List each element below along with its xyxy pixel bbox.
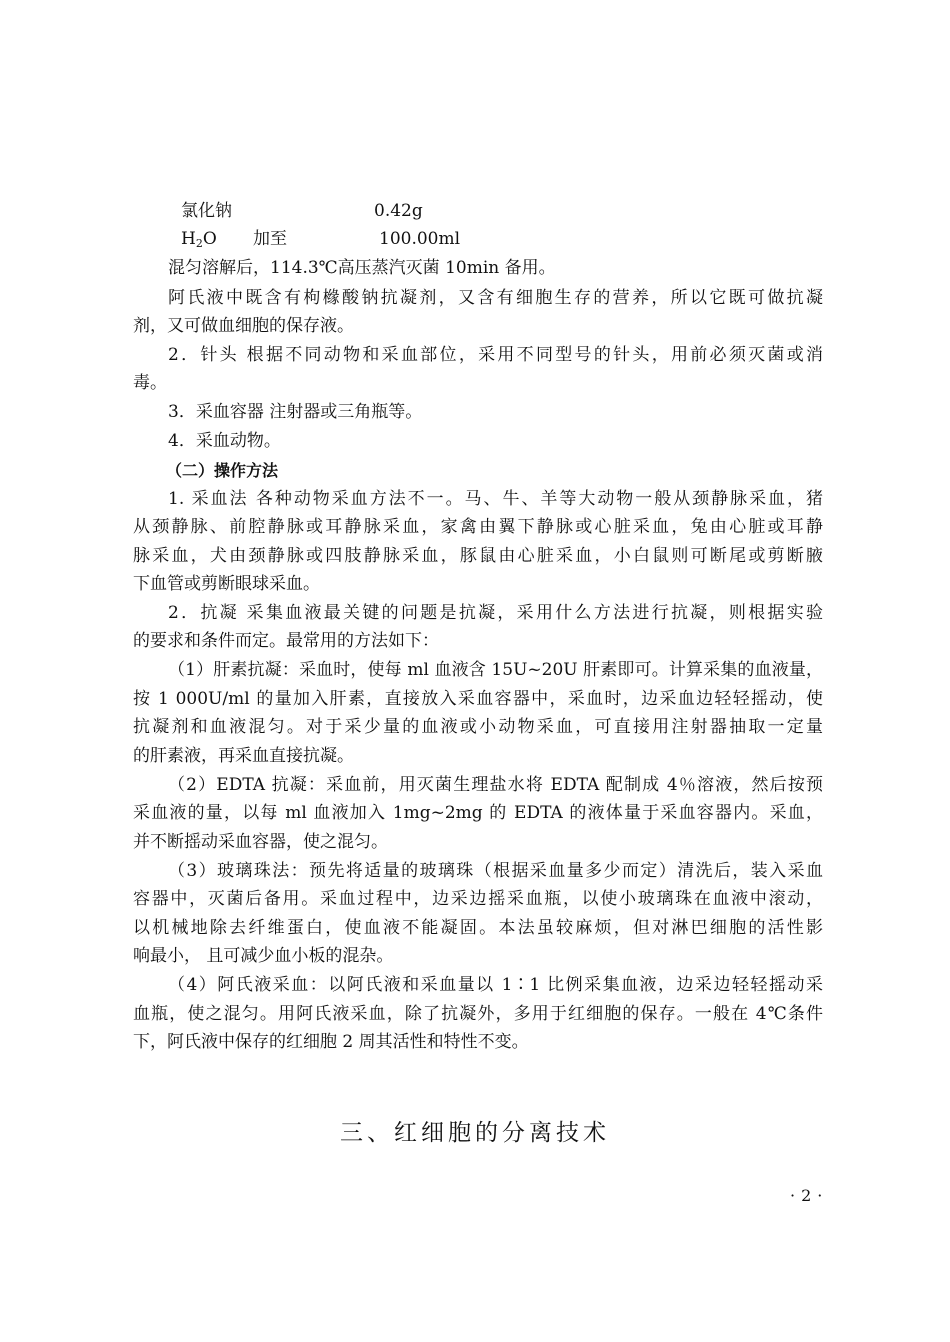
paragraph-line: 毒。 bbox=[133, 373, 167, 393]
reagent-amount: 100.00ml bbox=[379, 229, 461, 249]
paragraph-line: （1）肝素抗凝：采血时，使每 ml 血液含 15U~20U 肝素即可。计算采集的血液量， bbox=[168, 660, 823, 680]
reagent-method: 加至 bbox=[253, 229, 287, 249]
reagent-name: $H_2O$ bbox=[181, 229, 217, 250]
paragraph-line: 剂，又可做血细胞的保存液。 bbox=[133, 316, 354, 336]
paragraph-line: 抗凝剂和血液混匀。对于采少量的血液或小动物采血，可直接用注射器抽取一定量 bbox=[133, 717, 823, 737]
paragraph-line: 容器中，灭菌后备用。采血过程中，边采边摇采血瓶，以使小玻璃珠在血液中滚动， bbox=[133, 889, 823, 909]
paragraph-line: 2．针头 根据不同动物和采血部位，采用不同型号的针头，用前必须灭菌或消 bbox=[168, 345, 823, 365]
paragraph-line: 响最小， 且可减少血小板的混杂。 bbox=[133, 946, 394, 966]
page-number: ·2· bbox=[790, 1186, 829, 1205]
paragraph-line: 1. 采血法 各种动物采血方法不一。马、牛、羊等大动物一般从颈静脉采血，猪 bbox=[168, 489, 823, 509]
paragraph-line: 的要求和条件而定。最常用的方法如下： bbox=[133, 631, 439, 651]
reagent-name: 氯化钠 bbox=[181, 201, 232, 221]
paragraph-line: （3）玻璃珠法：预先将适量的玻璃珠（根据采血量多少而定）清洗后，装入采血 bbox=[168, 861, 823, 881]
paragraph-line: 的肝素液，再采血直接抗凝。 bbox=[133, 746, 354, 766]
paragraph-line: 3．采血容器 注射器或三角瓶等。 bbox=[168, 402, 423, 422]
paragraph-line: 2．抗凝 采集血液最关键的问题是抗凝，采用什么方法进行抗凝，则根据实验 bbox=[168, 603, 823, 623]
paragraph-line: 从颈静脉、前腔静脉或耳静脉采血，家禽由翼下静脉或心脏采血，兔由心脏或耳静 bbox=[133, 517, 823, 537]
paragraph-line: 4．采血动物。 bbox=[168, 431, 281, 451]
paragraph-line: 并不断摇动采血容器，使之混匀。 bbox=[133, 832, 388, 852]
paragraph-line: 脉采血，犬由颈静脉或四肢静脉采血，豚鼠由心脏采血，小白鼠则可断尾或剪断腋 bbox=[133, 546, 823, 566]
paragraph-line: 血瓶，使之混匀。用阿氏液采血，除了抗凝外，多用于红细胞的保存。一般在 4℃条件 bbox=[133, 1004, 823, 1024]
paragraph-line: 下血管或剪断眼球采血。 bbox=[133, 574, 320, 594]
paragraph-line: （2）EDTA 抗凝：采血前，用灭菌生理盐水将 EDTA 配制成 4％溶液，然后按预 bbox=[168, 775, 823, 795]
paragraph-line: 阿氏液中既含有枸橼酸钠抗凝剂，又含有细胞生存的营养，所以它既可做抗凝 bbox=[168, 288, 823, 308]
paragraph-line: （4）阿氏液采血：以阿氏液和采血量以 1∶1 比例采集血液，边采边轻轻摇动采 bbox=[168, 975, 823, 995]
paragraph-line: 下，阿氏液中保存的红细胞 2 周其活性和特性不变。 bbox=[133, 1032, 529, 1052]
paragraph-line: 按 1 000U/ml 的量加入肝素，直接放入采血容器中，采血时，边采血边轻轻摇动，使 bbox=[133, 689, 823, 709]
section-heading: （二）操作方法 bbox=[166, 461, 279, 480]
reagent-amount: 0.42g bbox=[374, 201, 423, 221]
paragraph-line: 采血液的量，以每 ml 血液加入 1mg~2mg 的 EDTA 的液体量于采血容器内。采血， bbox=[133, 803, 823, 823]
paragraph-line: 混匀溶解后，114.3℃高压蒸汽灭菌 10min 备用。 bbox=[168, 258, 556, 278]
chapter-heading: 三、红细胞的分离技术 bbox=[340, 1120, 610, 1146]
paragraph-line: 以机械地除去纤维蛋白，使血液不能凝固。本法虽较麻烦，但对淋巴细胞的活性影 bbox=[133, 918, 823, 938]
